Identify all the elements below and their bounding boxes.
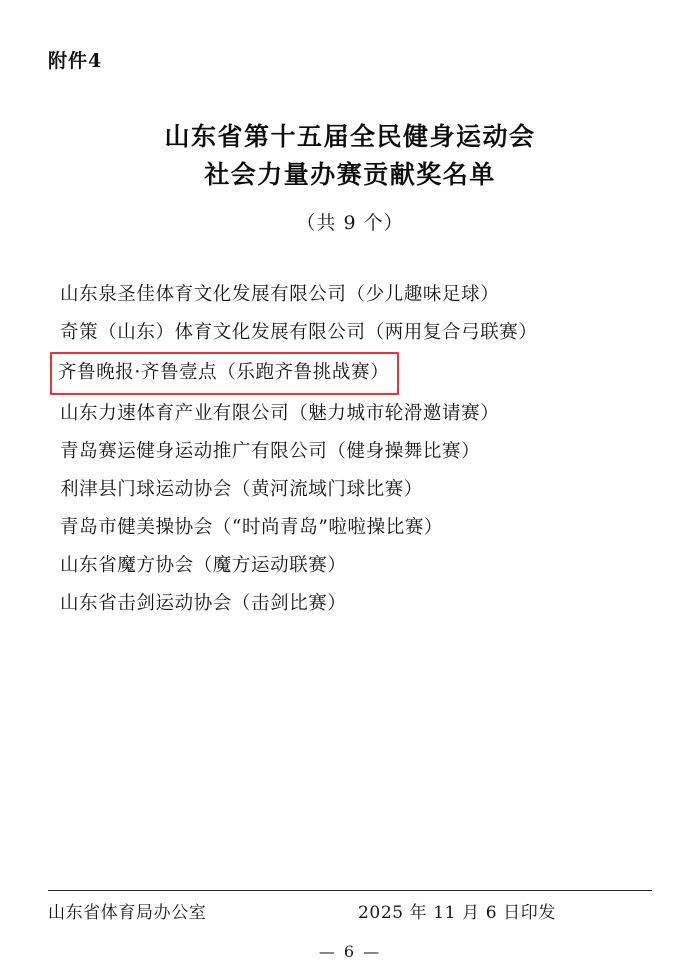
list-item: 山东省击剑运动协会（击剑比赛） — [60, 593, 347, 614]
footer-issue-date: 2025 年 11 月 6 日印发 — [358, 903, 556, 923]
list-item: 青岛赛运健身运动推广有限公司（健身操舞比赛） — [60, 441, 481, 462]
awardee-list — [56, 276, 656, 623]
footer-divider — [48, 890, 652, 891]
document-title-line-1: 山东省第十五届全民健身运动会 — [164, 122, 536, 151]
footer-issuer: 山东省体育局办公室 — [48, 903, 207, 923]
title-block — [0, 118, 700, 235]
list-item: 山东泉圣佳体育文化发展有限公司（少儿趣味足球） — [60, 284, 500, 305]
page-number: — 6 — — [318, 942, 382, 961]
document-subtitle-count: （共 9 个） — [296, 212, 404, 234]
list-item-highlighted: 齐鲁晚报·齐鲁壹点（乐跑齐鲁挑战赛） — [50, 352, 399, 395]
footer — [48, 898, 652, 923]
attachment-label: 附件4 — [48, 50, 103, 72]
list-item: 奇策（山东）体育文化发展有限公司（两用复合弓联赛） — [60, 322, 538, 343]
list-item: 利津县门球运动协会（黄河流域门球比赛） — [60, 479, 423, 500]
list-item: 山东力速体育产业有限公司（魅力城市轮滑邀请赛） — [60, 403, 500, 424]
list-item: 山东省魔方协会（魔方运动联赛） — [60, 555, 347, 576]
document-title-line-2: 社会力量办赛贡献奖名单 — [204, 160, 496, 189]
list-item: 青岛市健美操协会（“时尚青岛”啦啦操比赛） — [60, 517, 444, 538]
